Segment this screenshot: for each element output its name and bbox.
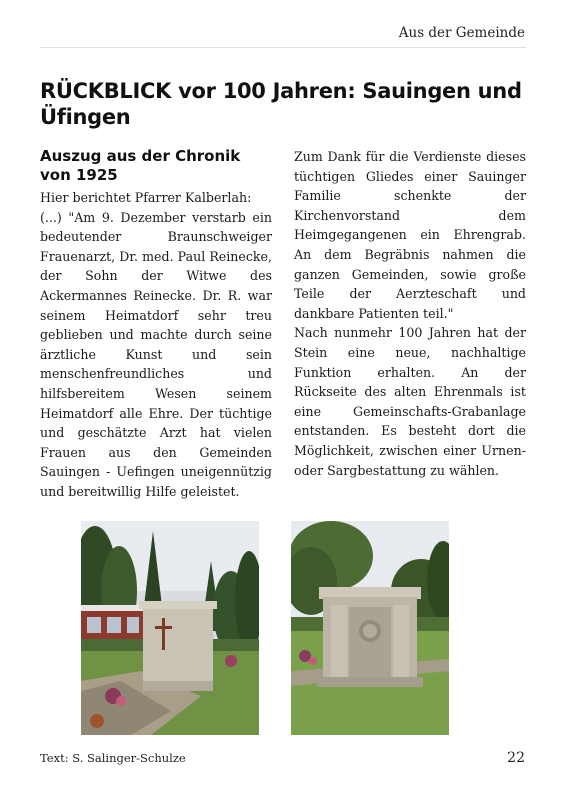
running-head: Aus der Gemeinde	[398, 25, 525, 41]
photo-credit: Text: S. Salinger-Schulze	[40, 751, 186, 765]
photo-memorial-relief	[291, 521, 449, 735]
page-number: 22	[507, 750, 525, 766]
article-subtitle: Auszug aus der Chronik von 1925	[40, 147, 241, 184]
article-paragraph-right-1: Zum Dank für die Verdienste dieses tüchtigen Gliedes einer Sauinger Familie schenkte der Kirchenvorstand dem Heimgegangenen ein Ehrengrab. An dem Begräbnis nahmen die ganzen Gemeinden, sowie große Teile der Aerzteschaft und dankbare Patienten teil."	[294, 149, 526, 321]
article-paragraph-left: (...) "Am 9. Dezember verstarb ein bedeutender Braunschweiger Frauenarzt, Dr. med. Paul Reinecke, der Sohn der Witwe des Ackermannes Reinecke. Dr. R. war seinem Heimatdorf sehr treu geblieben und machte durch seine ärztliche Kunst und sein menschenfreundliches und hilfsbereitem Wesen seinem Heimatdorf alle Ehre. Der tüchtige und geschätzte Arzt hat vielen Frauen aus den Gemeinden Sauingen - Uefingen uneigennützig und bereitwillig Hilfe geleistet.	[40, 209, 272, 499]
article-column-right	[294, 147, 526, 480]
article-paragraph-right-2: Nach nunmehr 100 Jahren hat der Stein eine neue, nachhaltige Funktion erhalten. An der Rückseite des alten Ehrenmals ist eine Gemeinschafts-Grabanlage entstanden. Es besteht dort die Möglichkeit, zwischen einer Urnen- oder Sargbestattung zu wählen.	[294, 325, 526, 478]
article-column-left	[40, 147, 272, 502]
article-intro: Hier berichtet Pfarrer Kalberlah:	[40, 190, 252, 205]
header-divider	[40, 47, 526, 48]
page-title: RÜCKBLICK vor 100 Jahren: Sauingen und Üfingen	[40, 79, 522, 129]
photo-gravestone-front	[81, 521, 259, 735]
